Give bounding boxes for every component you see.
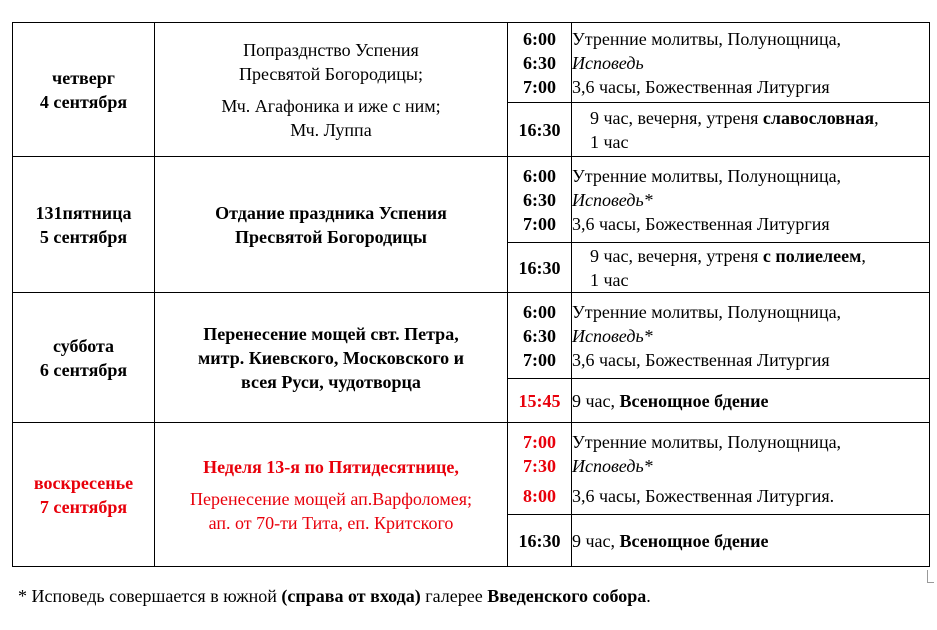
time: 6:30 <box>523 189 556 210</box>
weekday: четверг <box>52 67 115 88</box>
morning-desc <box>572 423 930 515</box>
footnote-text-bold: Введенского собора <box>487 586 647 606</box>
page-corner-mark <box>927 570 934 583</box>
feast-line: Перенесение мощей ап.Варфоломея; <box>190 488 472 509</box>
evening-time: 16:30 <box>508 515 572 567</box>
day-cell <box>13 423 155 567</box>
feast-line: Пресвятой Богородицы; <box>239 63 423 84</box>
evening-time: 16:30 <box>508 243 572 293</box>
time: 6:30 <box>523 325 556 346</box>
feast-line: Отдание праздника Успения <box>215 202 447 223</box>
footnote <box>18 584 651 608</box>
weekday: воскресенье <box>33 472 134 493</box>
feast-line: митр. Киевского, Московского и <box>198 347 464 368</box>
weekday: суббота <box>52 335 115 356</box>
service-line: Исповедь* <box>572 455 653 476</box>
time: 6:00 <box>523 301 556 322</box>
service-line: Утренние молитвы, Полунощница, <box>572 28 842 49</box>
feast-line: Мч. Луппа <box>290 119 372 140</box>
service-line: Исповедь <box>572 52 644 73</box>
service-text-bold: славословная <box>762 107 875 128</box>
date: 4 сентября <box>39 91 128 112</box>
time: 7:00 <box>523 213 556 234</box>
day-cell <box>13 293 155 423</box>
time: 8:00 <box>523 485 556 506</box>
evening-desc <box>572 515 930 567</box>
morning-times <box>508 423 572 515</box>
service-line: 1 час <box>590 131 629 152</box>
feast-line: Мч. Агафоника и иже с ним; <box>221 95 441 116</box>
schedule-row-saturday-morning <box>13 293 930 379</box>
schedule-table <box>12 22 930 567</box>
service-line: Утренние молитвы, Полунощница, <box>572 301 842 322</box>
service-line: Исповедь* <box>572 325 653 346</box>
evening-time: 15:45 <box>508 379 572 423</box>
day-cell <box>13 23 155 157</box>
feast-title: Неделя 13-я по Пятидесятнице, <box>203 456 459 477</box>
date: 6 сентября <box>39 359 128 380</box>
time: 7:00 <box>523 349 556 370</box>
schedule-row-sunday-morning <box>13 423 930 515</box>
service-line: 3,6 часы, Божественная Литургия. <box>572 485 835 506</box>
feast-line: Попразднство Успения <box>243 39 419 60</box>
feast-cell <box>155 23 508 157</box>
service-text: , <box>874 107 879 128</box>
time: 7:00 <box>523 76 556 97</box>
schedule-row-friday-morning <box>13 157 930 243</box>
evening-desc <box>572 379 930 423</box>
service-text-bold: с полиелеем <box>762 245 862 266</box>
service-text: 9 час, вечерня, утреня <box>590 107 763 128</box>
service-text-bold: Всенощное бдение <box>619 530 769 551</box>
footnote-text: * Исповедь совершается в южной <box>18 586 282 606</box>
service-line: Утренние молитвы, Полунощница, <box>572 165 842 186</box>
feast-cell <box>155 157 508 293</box>
morning-times <box>508 293 572 379</box>
footnote-text: . <box>646 586 651 606</box>
morning-desc <box>572 23 930 103</box>
feast-line: ап. от 70-ти Тита, еп. Критского <box>208 512 454 533</box>
service-line: Утренние молитвы, Полунощница, <box>572 431 842 452</box>
schedule-row-thursday-morning <box>13 23 930 103</box>
date: 7 сентября <box>39 496 128 517</box>
service-text: , <box>861 245 866 266</box>
evening-desc <box>572 103 930 157</box>
evening-desc <box>572 243 930 293</box>
morning-times <box>508 23 572 103</box>
morning-desc <box>572 293 930 379</box>
day-cell <box>13 157 155 293</box>
feast-line: Перенесение мощей свт. Петра, <box>203 323 459 344</box>
date: 5 сентября <box>39 226 128 247</box>
time: 6:00 <box>523 28 556 49</box>
feast-line: Пресвятой Богородицы <box>235 226 427 247</box>
footnote-text: галерее <box>420 586 488 606</box>
service-text: 9 час, <box>572 530 620 551</box>
service-line: 1 час <box>590 269 629 290</box>
service-text: 9 час, вечерня, утреня <box>590 245 763 266</box>
evening-time: 16:30 <box>508 103 572 157</box>
feast-cell <box>155 293 508 423</box>
time: 6:30 <box>523 52 556 73</box>
service-line: Исповедь* <box>572 189 653 210</box>
feast-line: всея Руси, чудотворца <box>241 371 421 392</box>
service-line: 3,6 часы, Божественная Литургия <box>572 349 830 370</box>
service-text: 9 час, <box>572 390 620 411</box>
service-line: 3,6 часы, Божественная Литургия <box>572 76 830 97</box>
morning-times <box>508 157 572 243</box>
morning-desc <box>572 157 930 243</box>
service-text-bold: Всенощное бдение <box>619 390 769 411</box>
weekday: 131пятница <box>35 202 132 223</box>
footnote-text-bold: (справа от входа) <box>281 586 421 606</box>
service-line: 3,6 часы, Божественная Литургия <box>572 213 830 234</box>
time: 6:00 <box>523 165 556 186</box>
time: 7:30 <box>523 455 556 476</box>
time: 7:00 <box>523 431 556 452</box>
feast-cell <box>155 423 508 567</box>
